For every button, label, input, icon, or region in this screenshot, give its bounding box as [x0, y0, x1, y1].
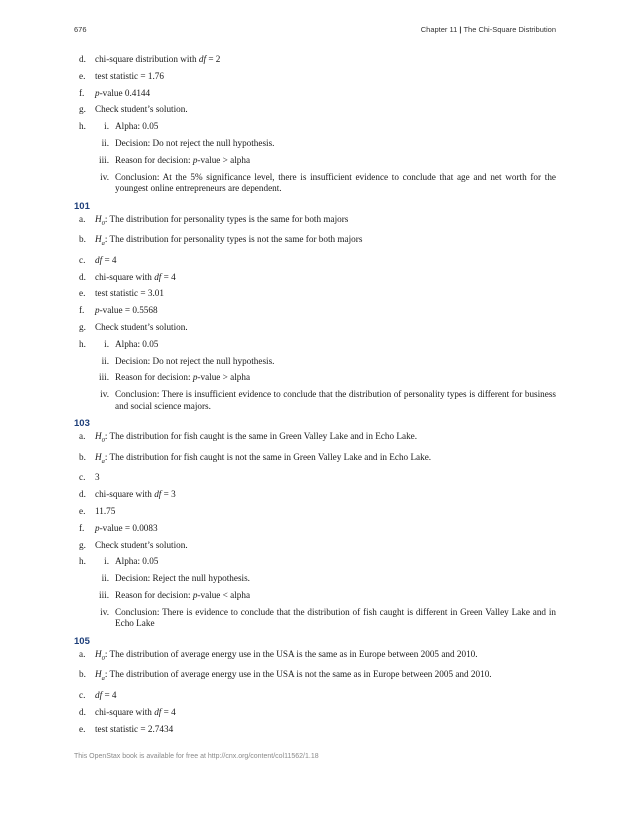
- italic-text: H: [95, 234, 102, 245]
- answer-item: [74, 506, 556, 518]
- item-text: [95, 649, 556, 664]
- sub-item: [74, 573, 556, 585]
- text-run: : The distribution for fish caught is the same in Green Valley Lake and in Echo Lake.: [104, 431, 418, 442]
- item-text: [95, 255, 556, 267]
- item-marker: e.: [79, 288, 86, 299]
- subscript-text: 0: [101, 654, 105, 662]
- answer-list: [74, 431, 556, 630]
- item-text: [95, 724, 556, 736]
- item-text: [95, 431, 556, 446]
- text-run: = 4: [161, 706, 176, 717]
- header-separator: |: [459, 25, 462, 34]
- item-text: [95, 54, 556, 66]
- item-text: [95, 305, 556, 317]
- italic-text: p: [192, 154, 198, 165]
- text-run: chi-square with: [95, 271, 155, 282]
- item-marker: c.: [79, 254, 86, 265]
- text-run: : The distribution for personality types is not the same for both majors: [104, 234, 363, 245]
- item-text: [95, 452, 556, 467]
- answer-item: [74, 71, 556, 83]
- text-run: : The distribution of average energy use in the USA is not the same as in Europe between 2005 and 2010.: [104, 669, 492, 680]
- sub-item: [74, 339, 556, 351]
- answer-list: [74, 214, 556, 413]
- sub-item: [74, 389, 556, 412]
- item-marker: h.: [79, 121, 86, 132]
- item-text: [95, 234, 556, 249]
- item-marker: g.: [79, 104, 86, 115]
- item-text: [95, 690, 556, 702]
- sub-item-marker: i.: [104, 556, 109, 567]
- text-run: = 2: [206, 54, 221, 64]
- answer-item: [74, 214, 556, 229]
- italic-text: df: [95, 690, 103, 701]
- item-marker: f.: [79, 305, 85, 316]
- item-text: [95, 214, 556, 229]
- sub-item: [74, 607, 556, 630]
- sub-item-text: [115, 356, 556, 368]
- page-footer: This OpenStax book is available for free at http://cnx.org/content/col11562/1.18: [74, 753, 319, 760]
- chapter-label: Chapter 11: [420, 25, 458, 34]
- item-marker: a.: [79, 213, 86, 224]
- sub-item: [74, 590, 556, 602]
- italic-text: p: [95, 522, 100, 533]
- italic-text: p: [95, 305, 100, 316]
- sub-item: [74, 138, 556, 150]
- text-run: -value > alpha: [197, 154, 251, 165]
- text-run: test statistic = 1.76: [95, 70, 164, 81]
- sub-item-marker: ii.: [101, 355, 109, 366]
- question-number: 103: [74, 418, 90, 430]
- item-marker: b.: [79, 451, 86, 462]
- page-header: [74, 25, 556, 37]
- answer-item: [74, 288, 556, 300]
- item-text: [95, 472, 556, 484]
- sub-item-text: [115, 590, 556, 602]
- italic-text: H: [95, 648, 102, 659]
- text-run: 11.75: [95, 506, 116, 517]
- answer-item: [74, 88, 556, 100]
- subscript-text: 0: [101, 437, 105, 445]
- answer-item: [74, 305, 556, 317]
- sub-item: [74, 155, 556, 167]
- sub-item-text: [115, 172, 556, 195]
- item-text: [95, 489, 556, 501]
- italic-text: p: [192, 372, 198, 383]
- text-run: Decision: Do not reject the null hypothesis.: [115, 137, 275, 148]
- answer-item: [74, 431, 556, 446]
- text-run: : The distribution for personality types is the same for both majors: [104, 213, 349, 224]
- sub-item-marker: iv.: [100, 389, 109, 400]
- item-marker: e.: [79, 506, 86, 517]
- text-run: chi-square distribution with: [95, 54, 199, 64]
- chapter-heading: [421, 25, 556, 34]
- item-text: [95, 71, 556, 83]
- item-marker: d.: [79, 489, 86, 500]
- text-run: -value = 0.5568: [99, 305, 158, 316]
- answer-item: [74, 339, 556, 412]
- subscript-text: 0: [101, 219, 105, 227]
- italic-text: df: [198, 54, 207, 64]
- chapter-title: The Chi-Square Distribution: [463, 25, 556, 34]
- sub-item-marker: ii.: [101, 137, 109, 148]
- text-run: chi-square with: [95, 706, 155, 717]
- text-run: -value 0.4144: [99, 87, 151, 98]
- answer-key-content: [74, 54, 556, 740]
- text-run: = 4: [102, 254, 117, 265]
- text-run: = 4: [161, 271, 176, 282]
- answer-list: [74, 649, 556, 735]
- italic-text: H: [95, 431, 102, 442]
- sub-item-marker: iii.: [99, 154, 109, 165]
- item-text: [95, 707, 556, 719]
- text-run: Reason for decision:: [115, 590, 193, 601]
- sub-item-text: [115, 389, 556, 412]
- sub-item-text: [115, 556, 556, 568]
- sub-item: [74, 356, 556, 368]
- answer-item: [74, 322, 556, 334]
- text-run: : The distribution for fish caught is not the same in Green Valley Lake and in Echo Lake.: [104, 451, 432, 462]
- text-run: Check student’s solution.: [95, 322, 188, 333]
- item-marker: d.: [79, 54, 86, 64]
- item-marker: f.: [79, 87, 85, 98]
- italic-text: df: [154, 706, 162, 717]
- item-text: [95, 322, 556, 334]
- answer-item: [74, 523, 556, 535]
- sub-item-text: [115, 155, 556, 167]
- answer-item: [74, 690, 556, 702]
- text-run: Alpha: 0.05: [115, 121, 159, 132]
- text-run: = 3: [161, 489, 176, 500]
- answer-item: [74, 649, 556, 664]
- text-run: Check student’s solution.: [95, 104, 188, 115]
- item-marker: e.: [79, 723, 86, 734]
- item-marker: c.: [79, 690, 86, 701]
- text-run: Conclusion: There is insufficient evidence to conclude that the distribution of personality types is different for business and social science majors.: [115, 389, 556, 411]
- text-run: test statistic = 3.01: [95, 288, 164, 299]
- sub-item-text: [115, 573, 556, 585]
- item-marker: a.: [79, 431, 86, 442]
- item-text: [95, 523, 556, 535]
- item-marker: a.: [79, 648, 86, 659]
- sub-item-marker: iii.: [99, 590, 109, 601]
- sub-item-marker: iv.: [100, 606, 109, 617]
- text-run: -value > alpha: [197, 372, 251, 383]
- sub-item-marker: iv.: [100, 171, 109, 182]
- italic-text: df: [154, 271, 162, 282]
- answer-item: [74, 489, 556, 501]
- sub-item-text: [115, 372, 556, 384]
- italic-text: H: [95, 669, 102, 680]
- italic-text: df: [154, 489, 162, 500]
- answer-item: [74, 255, 556, 267]
- item-text: [95, 540, 556, 552]
- sub-item: [74, 121, 556, 133]
- item-marker: f.: [79, 522, 85, 533]
- answer-item: [74, 540, 556, 552]
- text-run: = 4: [102, 690, 117, 701]
- item-text: [95, 272, 556, 284]
- item-marker: e.: [79, 70, 86, 81]
- text-run: 3: [95, 472, 100, 483]
- italic-text: H: [95, 213, 102, 224]
- text-run: Alpha: 0.05: [115, 556, 159, 567]
- answer-item: [74, 54, 556, 66]
- answer-item: [74, 452, 556, 467]
- sub-item-text: [115, 339, 556, 351]
- item-marker: d.: [79, 271, 86, 282]
- italic-text: p: [95, 87, 100, 98]
- answer-item: [74, 472, 556, 484]
- text-run: test statistic = 2.7434: [95, 723, 174, 734]
- italic-text: H: [95, 451, 102, 462]
- item-text: [95, 88, 556, 100]
- page-number: 676: [74, 25, 87, 34]
- question-number: 101: [74, 200, 90, 212]
- text-run: Check student’s solution.: [95, 539, 188, 550]
- answer-item: [74, 121, 556, 194]
- question-number: 105: [74, 635, 90, 647]
- item-marker: b.: [79, 669, 86, 680]
- text-run: Conclusion: There is evidence to conclude that the distribution of fish caught is different in Green Valley Lake and in Echo Lake: [115, 606, 556, 629]
- subscript-text: a: [101, 457, 105, 465]
- sub-item-marker: iii.: [99, 372, 109, 383]
- item-marker: c.: [79, 472, 86, 483]
- subscript-text: a: [101, 240, 105, 248]
- answer-item: [74, 556, 556, 629]
- sub-item: [74, 172, 556, 195]
- sub-item-marker: i.: [104, 338, 109, 349]
- text-run: -value = 0.0083: [99, 522, 158, 533]
- item-marker: g.: [79, 322, 86, 333]
- text-run: Reason for decision:: [115, 372, 193, 383]
- item-text: [95, 104, 556, 116]
- text-run: Conclusion: At the 5% significance level, there is insufficient evidence to conclude that age and net worth for the youngest online entrepreneurs are dependent.: [115, 171, 556, 194]
- answer-list: [74, 54, 556, 195]
- sub-item-text: [115, 121, 556, 133]
- sub-item-marker: ii.: [101, 573, 109, 584]
- answer-item: [74, 234, 556, 249]
- sub-item-marker: i.: [104, 121, 109, 132]
- item-marker: d.: [79, 706, 86, 717]
- item-text: [95, 669, 556, 684]
- text-run: Decision: Reject the null hypothesis.: [115, 573, 250, 584]
- text-run: Decision: Do not reject the null hypothesis.: [115, 355, 275, 366]
- text-run: -value < alpha: [197, 590, 251, 601]
- text-run: Alpha: 0.05: [115, 338, 159, 349]
- text-run: : The distribution of average energy use in the USA is the same as in Europe between 2005 and 2010.: [104, 648, 478, 659]
- sub-item: [74, 556, 556, 568]
- italic-text: df: [95, 254, 103, 265]
- item-marker: g.: [79, 539, 86, 550]
- sub-item-text: [115, 138, 556, 150]
- item-text: [95, 506, 556, 518]
- item-marker: h.: [79, 556, 86, 567]
- sub-item-text: [115, 607, 556, 630]
- item-marker: h.: [79, 338, 86, 349]
- item-text: [95, 288, 556, 300]
- answer-item: [74, 724, 556, 736]
- answer-item: [74, 104, 556, 116]
- sub-item: [74, 372, 556, 384]
- italic-text: p: [192, 590, 198, 601]
- answer-item: [74, 669, 556, 684]
- text-run: Reason for decision:: [115, 154, 193, 165]
- subscript-text: a: [101, 675, 105, 683]
- item-marker: b.: [79, 234, 86, 245]
- answer-item: [74, 272, 556, 284]
- answer-item: [74, 707, 556, 719]
- text-run: chi-square with: [95, 489, 155, 500]
